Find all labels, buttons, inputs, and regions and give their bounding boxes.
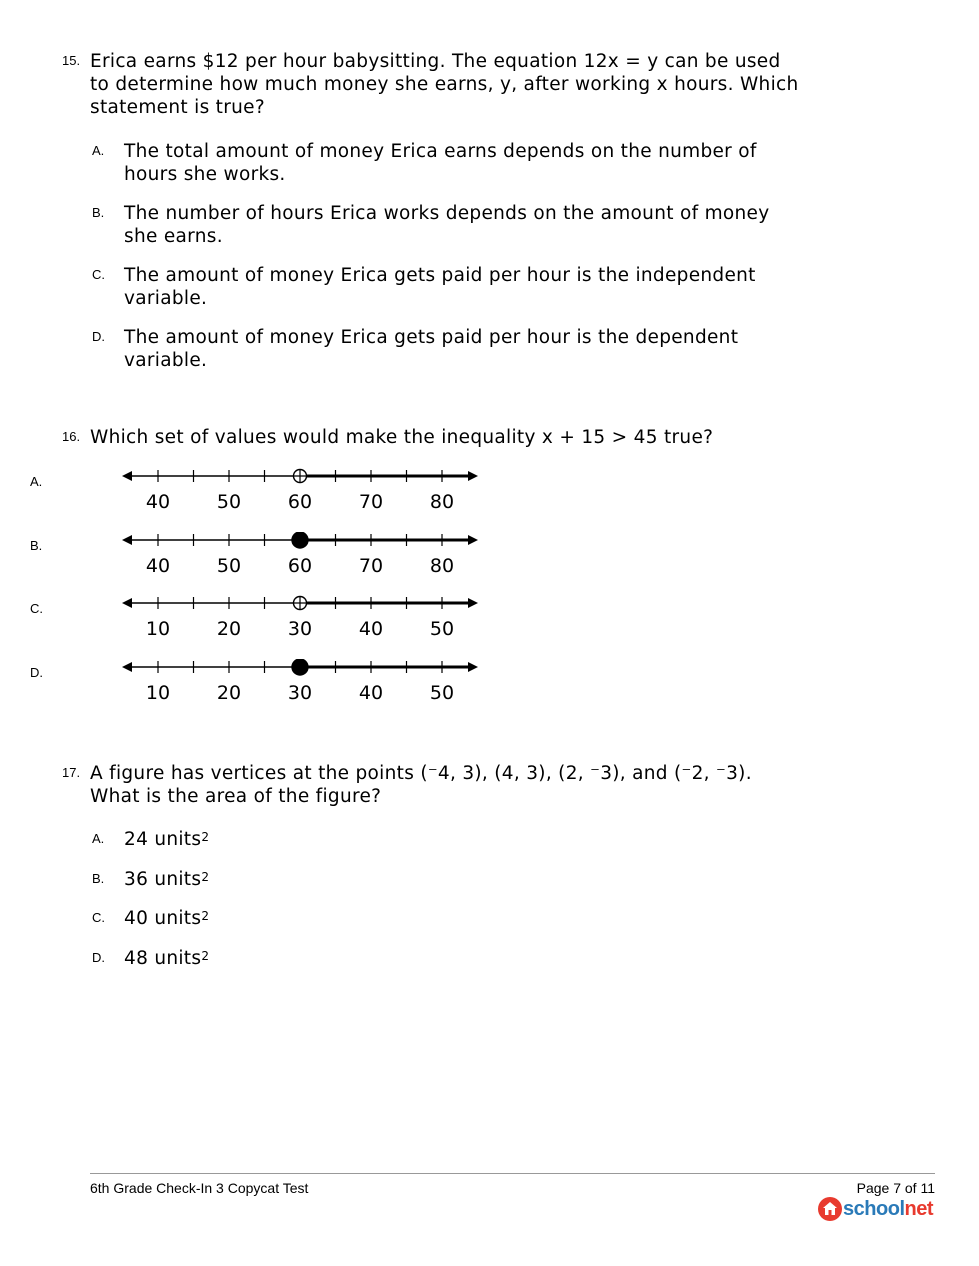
tick-label: 50: [216, 491, 242, 513]
number-line: [120, 595, 480, 645]
stem-line: Erica earns $12 per hour babysitting. The equation 12x = y can be used: [90, 51, 781, 72]
schoolnet-logo: [817, 1196, 933, 1222]
question-number: 16.: [62, 429, 81, 444]
stem-line: to determine how much money she earns, y, after working x hours. Which: [90, 74, 799, 95]
footer-page-number: Page 7 of 11: [856, 1180, 935, 1196]
exponent: 2: [201, 949, 210, 963]
option-letter: D.: [92, 329, 105, 344]
left-arrow: [122, 471, 132, 481]
tick-label: 40: [145, 491, 171, 513]
tick-label: 40: [358, 682, 384, 704]
tick-label: 30: [287, 618, 313, 640]
option-text: [124, 326, 804, 372]
tick-label: 10: [145, 682, 171, 704]
tick-label: 80: [429, 555, 455, 577]
option-value: 48 units: [124, 948, 202, 969]
option-line: The amount of money Erica gets paid per hour is the independent: [124, 265, 756, 286]
tick-label: 50: [429, 618, 455, 640]
option-line: variable.: [124, 350, 208, 371]
option-text: [124, 140, 804, 186]
tick-label: 60: [287, 555, 313, 577]
option-line: The total amount of money Erica earns depends on the number of: [124, 141, 757, 162]
option-line: The number of hours Erica works depends on the amount of money: [124, 203, 770, 224]
right-arrow: [468, 662, 478, 672]
tick-label: 80: [429, 491, 455, 513]
option-line: she earns.: [124, 226, 223, 247]
tick-label: 40: [145, 555, 171, 577]
footer-test-title: 6th Grade Check-In 3 Copycat Test: [90, 1180, 309, 1196]
logo-text-main: school: [843, 1197, 905, 1220]
option-value: 40 units: [124, 908, 202, 929]
option-letter: A.: [92, 143, 105, 158]
option-letter: D.: [92, 950, 105, 965]
option-text: [124, 947, 804, 970]
option-letter: B.: [92, 871, 105, 886]
option-letter: B.: [92, 205, 105, 220]
option-letter: A.: [92, 831, 105, 846]
right-arrow: [468, 535, 478, 545]
exponent: 2: [201, 909, 210, 923]
logo-text-accent: net: [904, 1197, 933, 1220]
tick-label: 30: [287, 682, 313, 704]
stem-line: statement is true?: [90, 97, 265, 118]
closed-circle-point: [292, 659, 308, 675]
stem-line: A figure has vertices at the points (⁻4, 3), (4, 3), (2, ⁻3), and (⁻2, ⁻3).: [90, 763, 752, 784]
tick-label: 50: [216, 555, 242, 577]
closed-circle-point: [292, 532, 308, 548]
tick-label: 70: [358, 491, 384, 513]
option-letter: C.: [92, 267, 105, 282]
tick-label: 20: [216, 618, 242, 640]
exponent: 2: [201, 830, 210, 844]
footer-divider: [90, 1173, 935, 1174]
option-value: 36 units: [124, 869, 202, 890]
option-letter: D.: [30, 665, 43, 680]
option-line: hours she works.: [124, 164, 286, 185]
tick-label: 50: [429, 682, 455, 704]
number-line: [120, 532, 480, 582]
option-text: [124, 264, 804, 310]
option-line: The amount of money Erica gets paid per hour is the dependent: [124, 327, 739, 348]
logo-text: [843, 1198, 933, 1221]
option-letter: C.: [92, 910, 105, 925]
question-stem: [90, 762, 830, 808]
tick-label: 20: [216, 682, 242, 704]
option-text: [124, 828, 804, 851]
option-line: variable.: [124, 288, 208, 309]
exponent: 2: [201, 870, 210, 884]
option-letter: B.: [30, 538, 43, 553]
question-stem: [90, 50, 830, 119]
option-value: 24 units: [124, 829, 202, 850]
option-letter: A.: [30, 474, 43, 489]
question-number: 15.: [62, 53, 81, 68]
tick-label: 60: [287, 491, 313, 513]
number-line: [120, 659, 480, 709]
question-number: 17.: [62, 765, 81, 780]
right-arrow: [468, 598, 478, 608]
left-arrow: [122, 662, 132, 672]
tick-label: 40: [358, 618, 384, 640]
left-arrow: [122, 535, 132, 545]
tick-label: 10: [145, 618, 171, 640]
option-text: [124, 202, 804, 248]
option-text: [124, 868, 804, 891]
house-icon: [817, 1196, 843, 1222]
option-letter: C.: [30, 601, 43, 616]
tick-label: 70: [358, 555, 384, 577]
stem-line: What is the area of the figure?: [90, 786, 382, 807]
question-stem: Which set of values would make the inequality x + 15 > 45 true?: [90, 427, 714, 448]
number-line: [120, 468, 480, 518]
left-arrow: [122, 598, 132, 608]
right-arrow: [468, 471, 478, 481]
option-text: [124, 907, 804, 930]
